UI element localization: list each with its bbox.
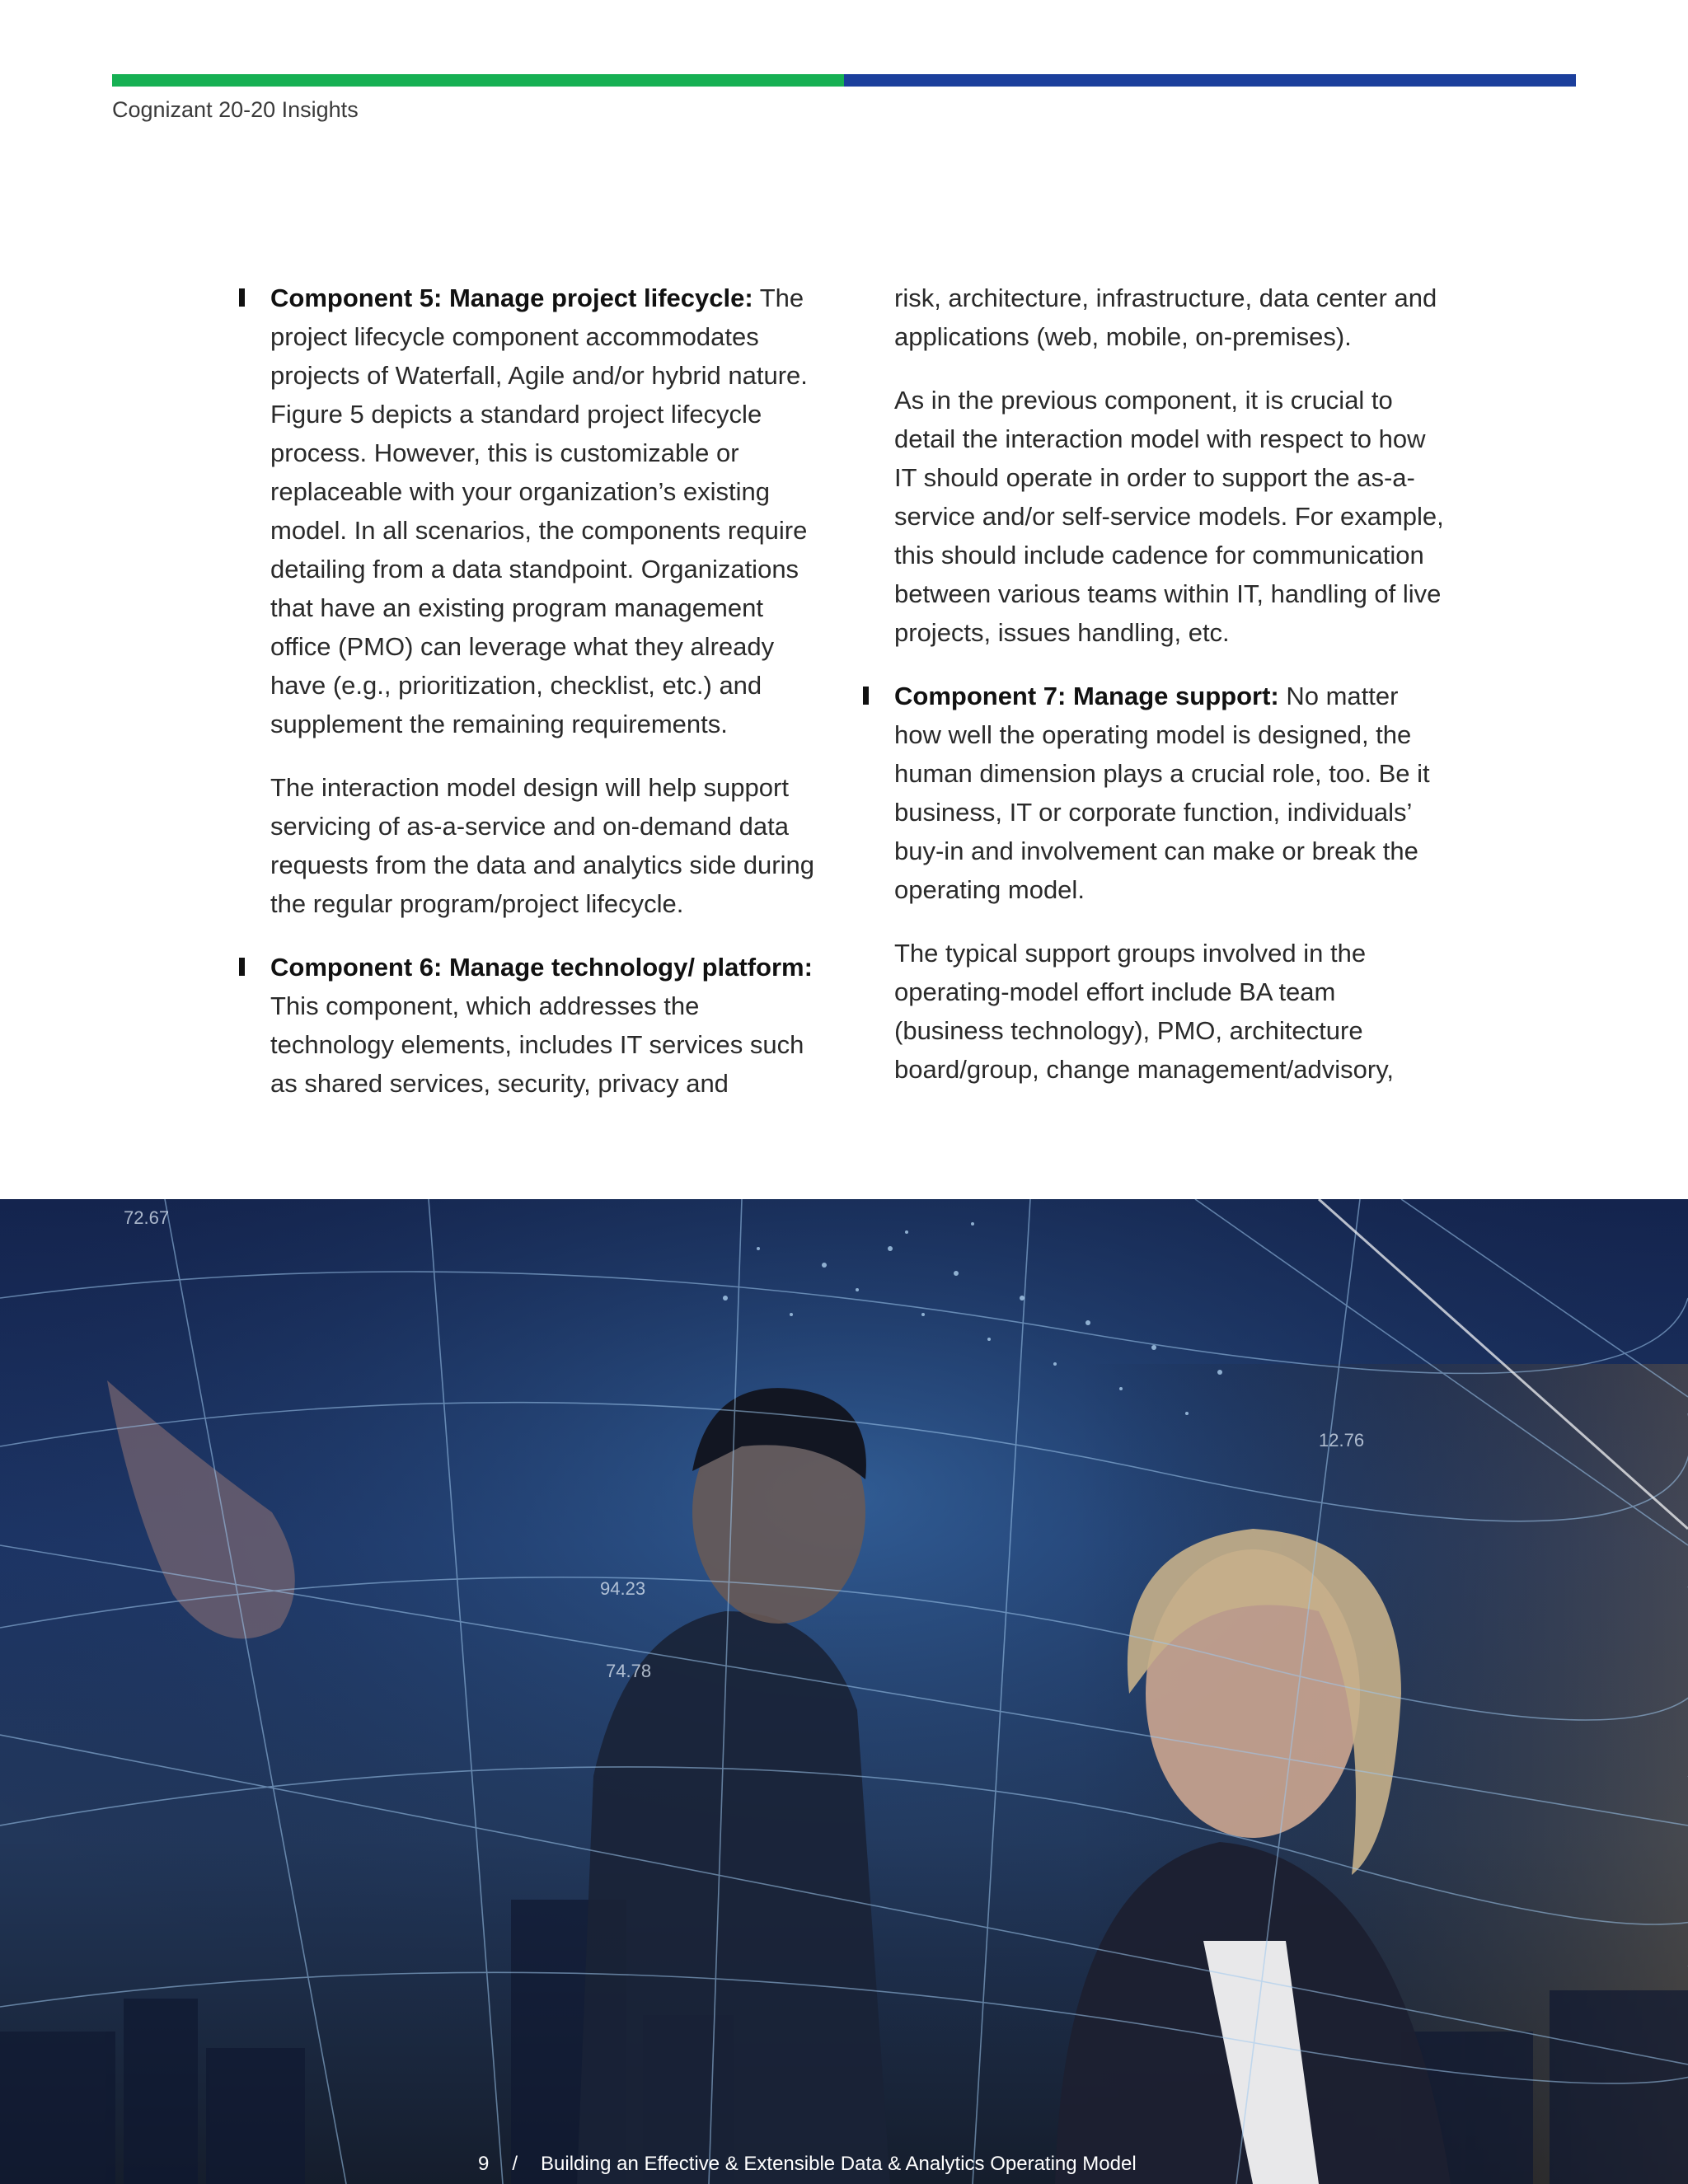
hero-photo xyxy=(0,1199,1688,2184)
component-6-title: Component 6: Manage technology/ platform: xyxy=(270,953,813,982)
footer-separator: / xyxy=(512,2153,518,2175)
component-7-body: No matter how well the operating model is designed, the human dimension plays a crucial role, too. Be it business, IT or corporate function, individuals’ buy-in and involvement can make or break the operating model. xyxy=(894,682,1430,904)
page-number: 9 xyxy=(478,2153,490,2175)
component-6-continuation: risk, architecture, infrastructure, data center and applications (web, mobile, on-premises). xyxy=(894,284,1437,351)
footer-doc-title: Building an Effective & Extensible Data & Analytics Operating Model xyxy=(541,2153,1137,2175)
component-7-title: Component 7: Manage support: xyxy=(894,682,1279,710)
right-column xyxy=(894,279,1445,1113)
blue-bar-segment xyxy=(844,74,1576,87)
overlay-number: 94.23 xyxy=(600,1578,646,1599)
component-5-paragraph-2: The interaction model design will help support servicing of as-a-service and on-demand data requests from the data and analytics side during the regular program/project lifecycle. xyxy=(270,773,814,918)
component-6-body: This component, which addresses the technology elements, includes IT services such as shared services, security, privacy and xyxy=(270,991,804,1098)
overlay-number: 72.67 xyxy=(124,1207,170,1228)
page-footer xyxy=(478,2153,1137,2176)
left-column xyxy=(270,279,821,1127)
overlay-number: 12.76 xyxy=(1319,1430,1365,1451)
green-bar-segment xyxy=(112,74,844,87)
overlay-number: 74.78 xyxy=(606,1661,652,1681)
component-6-item xyxy=(270,948,821,1103)
component-7-item xyxy=(894,677,1445,909)
top-color-bar xyxy=(112,74,1576,87)
bullet-marker xyxy=(239,958,245,976)
header-title: Cognizant 20-20 Insights xyxy=(112,97,359,122)
component-7-paragraph-2: The typical support groups involved in the operating-model effort include BA team (business technology), PMO, architecture board/group, change management/advisory, xyxy=(894,939,1395,1084)
component-5-body: The project lifecycle component accommodates projects of Waterfall, Agile and/or hybrid nature. Figure 5 depicts a standard project lifecycle process. However, this is customizable or replaceable with your organization’s existing model. In all scenarios, the components require detailing from a data standpoint. Organizations that have an existing program management office (PMO) can leverage what they already have (e.g., prioritization, checklist, etc.) and supplement the remaining requirements. xyxy=(270,284,808,738)
component-5-title: Component 5: Manage project lifecycle: xyxy=(270,284,753,312)
component-6-paragraph-2: As in the previous component, it is crucial to detail the interaction model with respect to how IT should operate in order to support the as-a-service and/or self-service models. For example, this should include cadence for communication between various teams within IT, handling of live projects, issues handling, etc. xyxy=(894,386,1444,647)
bullet-marker xyxy=(239,288,245,307)
bullet-marker xyxy=(863,687,869,705)
photo-illustration xyxy=(0,1199,1688,2184)
component-5-item xyxy=(270,279,821,743)
